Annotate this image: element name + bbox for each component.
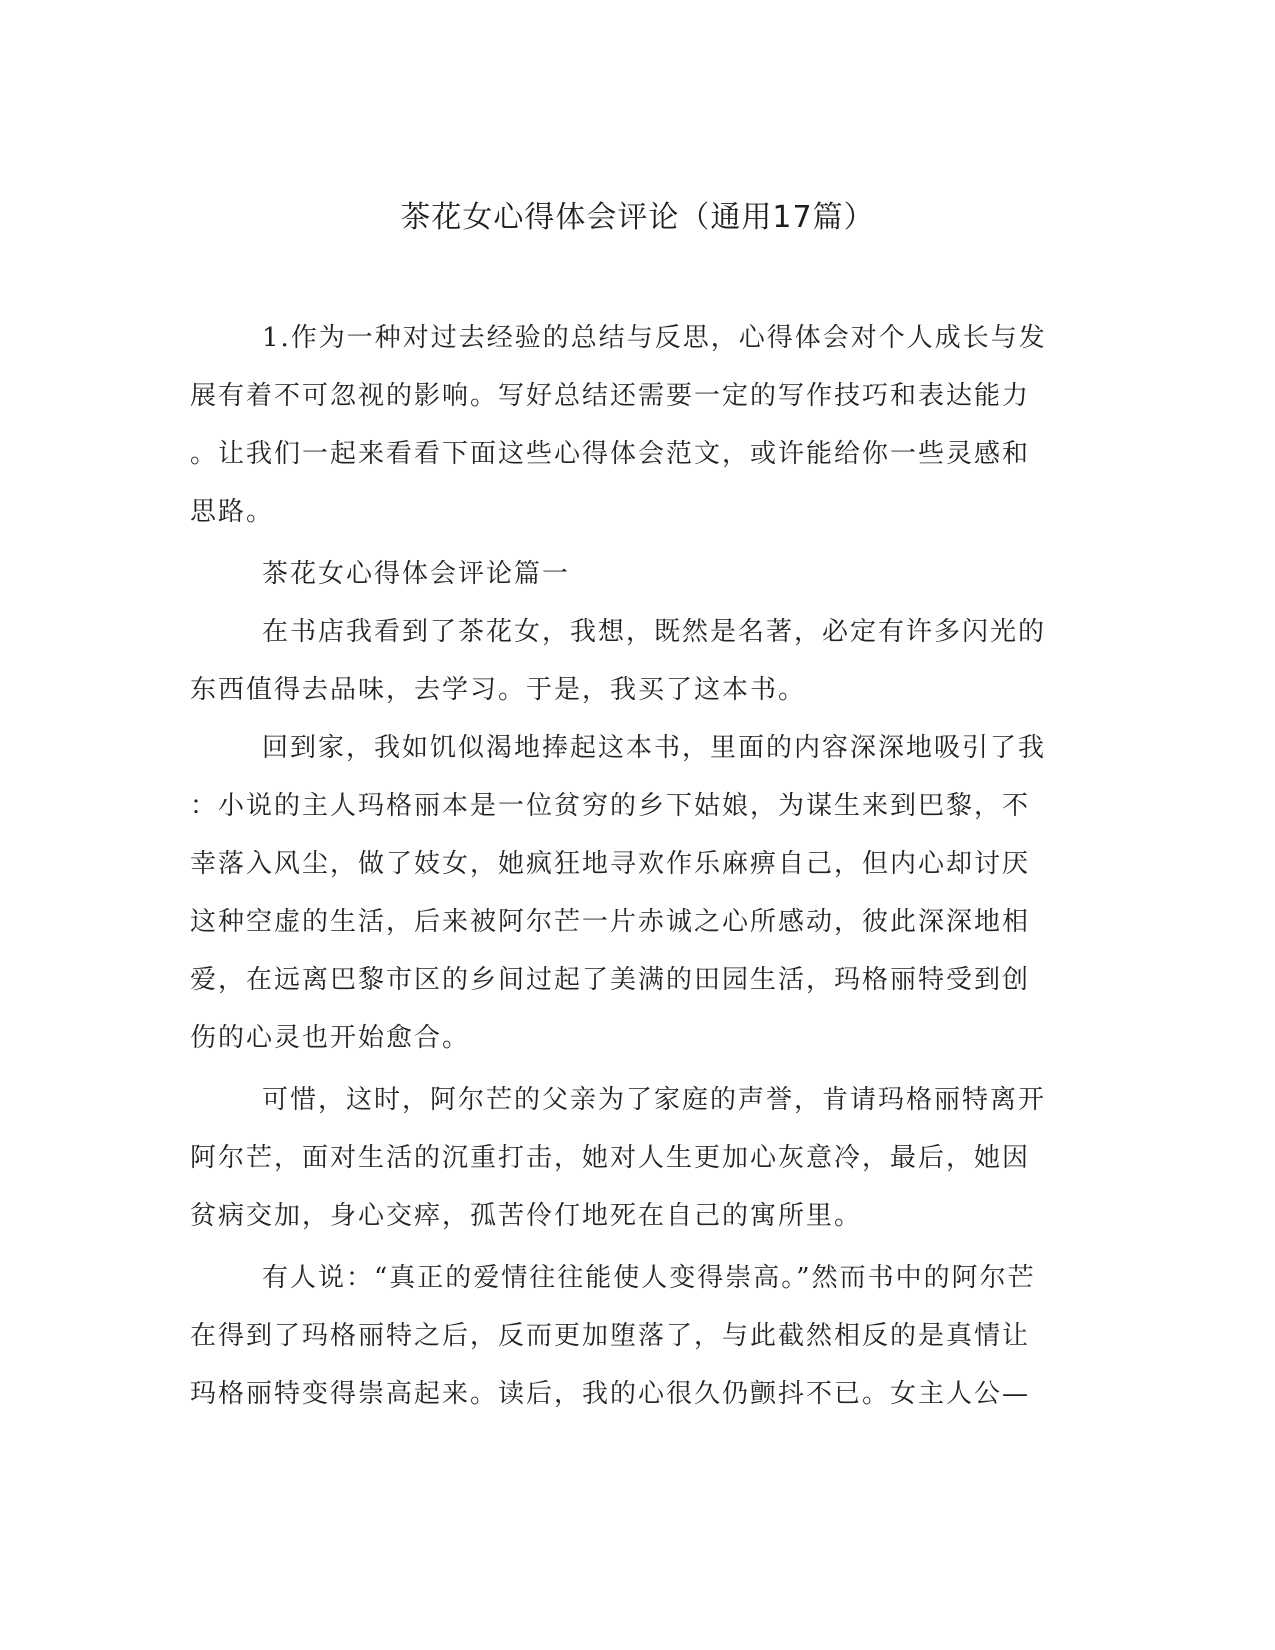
text-line: 思路。	[190, 497, 275, 527]
text-line: 玛格丽特变得崇高起来。读后，我的心很久仍颤抖不已。女主人公—	[190, 1379, 1031, 1409]
text-line: 幸落入风尘，做了妓女，她疯狂地寻欢作乐麻痹自己，但内心却讨厌	[190, 849, 1031, 879]
text-line: 伤的心灵也开始愈合。	[190, 1023, 471, 1053]
text-line: 可惜，这时，阿尔芒的父亲为了家庭的声誉，肯请玛格丽特离开	[262, 1085, 1047, 1115]
text-line: 展有着不可忽视的影响。写好总结还需要一定的写作技巧和表达能力	[190, 381, 1031, 411]
text-line: 。让我们一起来看看下面这些心得体会范文，或许能给你一些灵感和	[190, 439, 1031, 469]
text-line: 在书店我看到了茶花女，我想，既然是名著，必定有许多闪光的	[262, 617, 1047, 647]
text-line: 东西值得去品味，去学习。于是，我买了这本书。	[190, 675, 807, 705]
text-line: 阿尔芒，面对生活的沉重打击，她对人生更加心灰意冷，最后，她因	[190, 1143, 1031, 1173]
text-line: 爱，在远离巴黎市区的乡间过起了美满的田园生活，玛格丽特受到创	[190, 965, 1031, 995]
text-line: 这种空虚的生活，后来被阿尔芒一片赤诚之心所感动，彼此深深地相	[190, 907, 1031, 937]
text-line: 1.作为一种对过去经验的总结与反思，心得体会对个人成长与发	[262, 323, 1047, 353]
text-line: ：小说的主人玛格丽本是一位贫穷的乡下姑娘，为谋生来到巴黎，不	[190, 791, 1031, 821]
section-heading: 茶花女心得体会评论篇一	[262, 559, 571, 589]
text-line: 在得到了玛格丽特之后，反而更加堕落了，与此截然相反的是真情让	[190, 1321, 1031, 1351]
text-line: 贫病交加，身心交瘁，孤苦伶仃地死在自己的寓所里。	[190, 1201, 863, 1231]
text-line: 回到家，我如饥似渴地捧起这本书，里面的内容深深地吸引了我	[262, 733, 1047, 763]
page-title: 茶花女心得体会评论（通用17篇）	[400, 200, 875, 235]
text-line: 有人说：“真正的爱情往往能使人变得崇高。”然而书中的阿尔芒	[262, 1263, 1036, 1293]
